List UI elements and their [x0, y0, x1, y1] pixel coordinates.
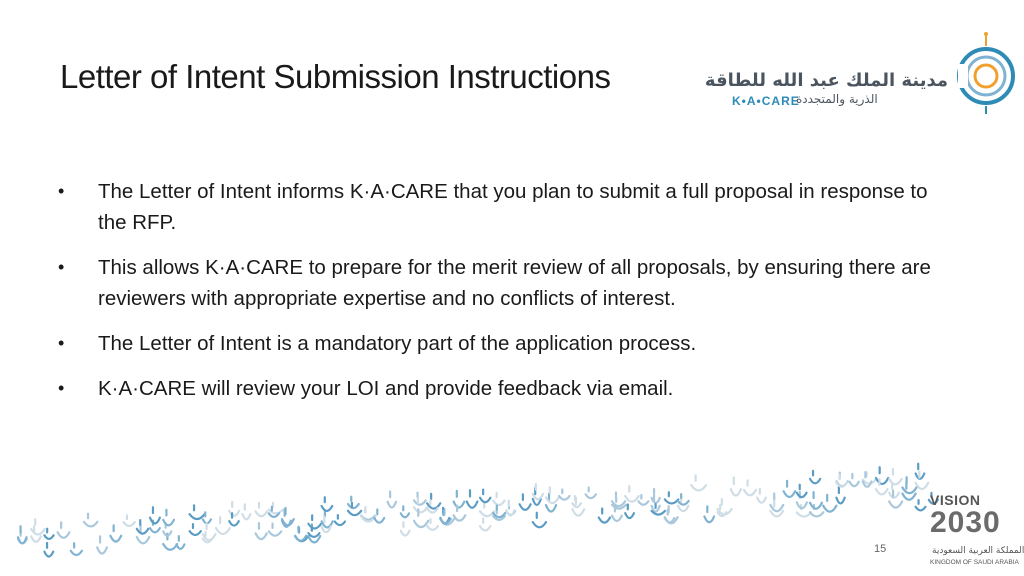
pattern-glyph: [216, 517, 230, 534]
pattern-glyph: [889, 490, 902, 507]
logo-arabic-subtitle: الذرية والمتجددة: [796, 92, 878, 106]
vision-word: VISION: [930, 492, 981, 508]
pattern-glyph: [295, 527, 306, 541]
bullet-text: K·A·CARE will review your LOI and provide feedback via email.: [98, 377, 674, 400]
bullet-text: The Letter of Intent is a mandatory part of the application process.: [98, 332, 697, 355]
pattern-glyph: [797, 485, 807, 497]
pattern-glyph: [71, 543, 82, 555]
pattern-glyph: [124, 515, 135, 526]
pattern-glyph: [401, 506, 409, 517]
pattern-glyph: [506, 501, 514, 516]
kacare-logo: [704, 28, 1018, 124]
bullet-dot: •: [58, 181, 65, 201]
bullet-item: [58, 328, 958, 359]
pattern-glyph: [110, 525, 121, 541]
bullet-item: [58, 373, 958, 404]
pattern-glyph: [665, 492, 679, 503]
pattern-glyph: [559, 489, 569, 499]
pattern-glyph: [401, 522, 410, 535]
pattern-glyph: [691, 475, 706, 490]
bullet-text: The Letter of Intent informs K·A·CARE that you plan to submit a full proposal in response to the RFP.: [98, 180, 928, 234]
pattern-glyph: [757, 489, 766, 503]
pattern-glyph: [493, 493, 504, 505]
pattern-glyph: [427, 494, 440, 509]
pattern-glyph: [256, 503, 267, 516]
pattern-glyph: [546, 487, 559, 503]
kacare-emblem-icon: [952, 28, 1018, 124]
pattern-glyph: [836, 487, 844, 503]
pattern-glyph: [810, 492, 822, 509]
bullet-list: [58, 176, 958, 418]
pattern-glyph: [256, 523, 267, 539]
bullet-item: [58, 252, 958, 314]
pattern-glyph: [652, 489, 660, 503]
calligraphy-pattern-icon: [0, 460, 960, 576]
bullet-dot: •: [58, 378, 65, 398]
vision-arabic-country: المملكة العربية السعودية: [932, 546, 1024, 556]
pattern-glyph: [480, 490, 490, 503]
pattern-glyph: [533, 513, 546, 528]
bullet-item: [58, 176, 958, 238]
pattern-glyph: [176, 536, 184, 549]
pattern-glyph: [18, 526, 27, 543]
pattern-glyph: [467, 490, 478, 508]
pattern-glyph: [586, 487, 596, 498]
logo-arabic-name: مدينة الملك عبد الله للطاقة: [704, 70, 948, 91]
pattern-glyph: [916, 500, 926, 510]
pattern-glyph: [599, 508, 610, 522]
logo-english-name: K•A•CARE: [732, 94, 800, 108]
bullet-text: This allows K·A·CARE to prepare for the merit review of all proposals, by ensuring there are reviewers with appropriate expertise and no conflicts of interest.: [98, 256, 931, 310]
vision-year: 2030: [930, 506, 1001, 539]
pattern-glyph: [836, 475, 847, 487]
pattern-glyph: [850, 474, 859, 486]
pattern-glyph: [269, 524, 281, 536]
pattern-glyph: [770, 493, 783, 511]
pattern-glyph: [163, 510, 174, 526]
pattern-glyph: [242, 504, 250, 519]
pattern-glyph: [229, 502, 239, 516]
pattern-glyph: [322, 497, 333, 511]
pattern-glyph: [916, 472, 929, 490]
pattern-glyph: [612, 492, 625, 506]
pattern-glyph: [520, 494, 531, 509]
pattern-glyph: [348, 497, 359, 508]
pattern-glyph: [810, 471, 820, 483]
pattern-glyph: [97, 536, 107, 553]
pattern-glyph: [335, 515, 345, 525]
pattern-glyph: [150, 507, 160, 523]
pattern-glyph: [58, 522, 70, 537]
bullet-dot: •: [58, 333, 65, 353]
pattern-glyph: [190, 505, 205, 519]
pattern-glyph: [44, 529, 53, 539]
pattern-glyph: [480, 503, 494, 517]
pattern-glyph: [625, 486, 638, 502]
pattern-glyph: [44, 543, 53, 557]
pattern-glyph: [744, 480, 756, 495]
pattern-glyph: [414, 493, 426, 505]
pattern-glyph: [678, 494, 689, 505]
vision-2030-logo: [928, 492, 1024, 574]
page-number: 15: [874, 543, 887, 555]
pattern-glyph: [388, 491, 396, 507]
pattern-glyph: [876, 467, 888, 484]
pattern-glyph: [784, 481, 796, 497]
pattern-glyph: [84, 514, 97, 527]
pattern-glyph: [190, 524, 201, 535]
pattern-glyph: [638, 495, 648, 505]
bullet-dot: •: [58, 257, 65, 277]
pattern-glyph: [480, 519, 490, 531]
pattern-glyph: [625, 504, 634, 518]
pattern-glyph: [823, 495, 836, 512]
pattern-glyph: [137, 520, 148, 533]
pattern-glyph: [704, 506, 714, 522]
pattern-glyph: [731, 477, 741, 495]
pattern-glyph: [902, 477, 916, 493]
vision-english-country: KINGDOM OF SAUDI ARABIA: [930, 559, 1019, 566]
pattern-glyph: [889, 469, 901, 484]
pattern-glyph: [454, 491, 465, 508]
pattern-glyph: [308, 515, 321, 528]
slide-title: Letter of Intent Submission Instructions: [60, 58, 611, 95]
